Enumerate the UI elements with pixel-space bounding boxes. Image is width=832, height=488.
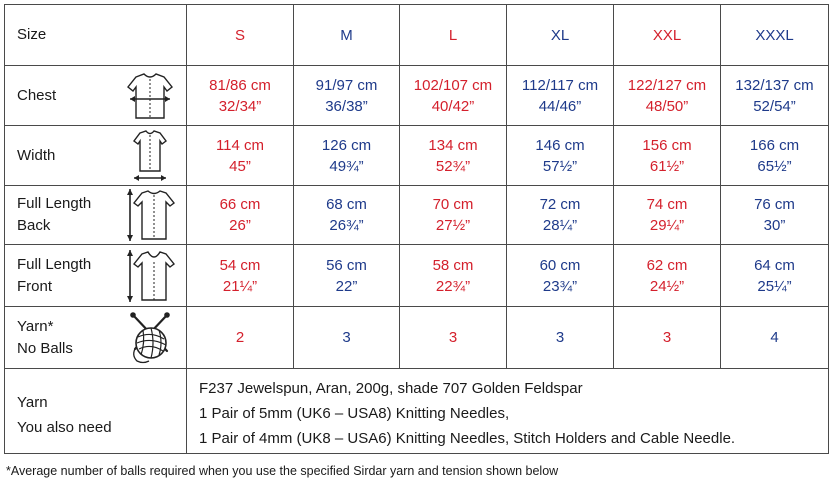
front-length-l: 58 cm 22¾” [400,245,507,307]
row-label: Width [5,126,115,186]
yarn-label: Yarn [17,394,48,411]
row-label: Yarn* No Balls [5,307,115,369]
size-xl: XL [507,5,614,66]
size-m: M [294,5,400,66]
front-length-icon [115,245,187,307]
back-length-xl: 72 cm 28¼” [507,186,614,245]
also-need-label: You also need [17,419,112,436]
back-length-s: 66 cm 26” [187,186,294,245]
width-l: 134 cm 52¾” [400,126,507,186]
yarn-info-row [5,369,829,454]
row-label: Full Length Back [5,186,115,245]
balls-m: 3 [294,307,400,369]
width-xxxl: 166 cm 65½” [721,126,829,186]
needles-line-2: 1 Pair of 4mm (UK8 – USA6) Knitting Needles, Stitch Holders and Cable Needle. [199,430,736,447]
needles-line-1: 1 Pair of 5mm (UK6 – USA8) Knitting Needles, [199,405,510,422]
chest-xxl: 122/127 cm 48/50” [614,66,721,126]
width-row [5,126,829,186]
width-s: 114 cm 45” [187,126,294,186]
front-length-xl: 60 cm 23¾” [507,245,614,307]
width-xxl: 156 cm 61½” [614,126,721,186]
size-xxxl: XXXL [721,5,829,66]
row-label: Full Length Front [5,245,115,307]
chest-row [5,66,829,126]
size-header-label: Size [5,5,187,66]
front-length-s: 54 cm 21¼” [187,245,294,307]
back-length-icon [115,186,187,245]
chest-xxxl: 132/137 cm 52/54” [721,66,829,126]
size-header-row [5,5,829,66]
front-length-xxxl: 64 cm 25¼” [721,245,829,307]
balls-xl: 3 [507,307,614,369]
back-length-xxl: 74 cm 29¼” [614,186,721,245]
chest-m: 91/97 cm 36/38” [294,66,400,126]
size-s: S [187,5,294,66]
chest-xl: 112/117 cm 44/46” [507,66,614,126]
footnote: *Average number of balls required when you use the specified Sirdar yarn and tension shown below [6,464,559,478]
yarn-labels [5,369,187,454]
front-length-xxl: 62 cm 24½” [614,245,721,307]
chest-measure-icon [115,66,187,126]
back-length-xxxl: 76 cm 30” [721,186,829,245]
yarn-details [187,369,829,454]
width-measure-icon [115,126,187,186]
yarn-ball-icon [115,307,187,369]
balls-xxl: 3 [614,307,721,369]
chest-s: 81/86 cm 32/34” [187,66,294,126]
balls-l: 3 [400,307,507,369]
size-chart-table [4,4,829,454]
back-length-l: 70 cm 27½” [400,186,507,245]
size-xxl: XXL [614,5,721,66]
back-length-row [5,186,829,245]
width-m: 126 cm 49¾” [294,126,400,186]
row-label: Chest [5,66,115,126]
yarn-balls-row [5,307,829,369]
balls-xxxl: 4 [721,307,829,369]
back-length-m: 68 cm 26¾” [294,186,400,245]
balls-s: 2 [187,307,294,369]
size-l: L [400,5,507,66]
chest-l: 102/107 cm 40/42” [400,66,507,126]
front-length-row [5,245,829,307]
width-xl: 146 cm 57½” [507,126,614,186]
yarn-spec: F237 Jewelspun, Aran, 200g, shade 707 Golden Feldspar [199,380,583,397]
front-length-m: 56 cm 22” [294,245,400,307]
